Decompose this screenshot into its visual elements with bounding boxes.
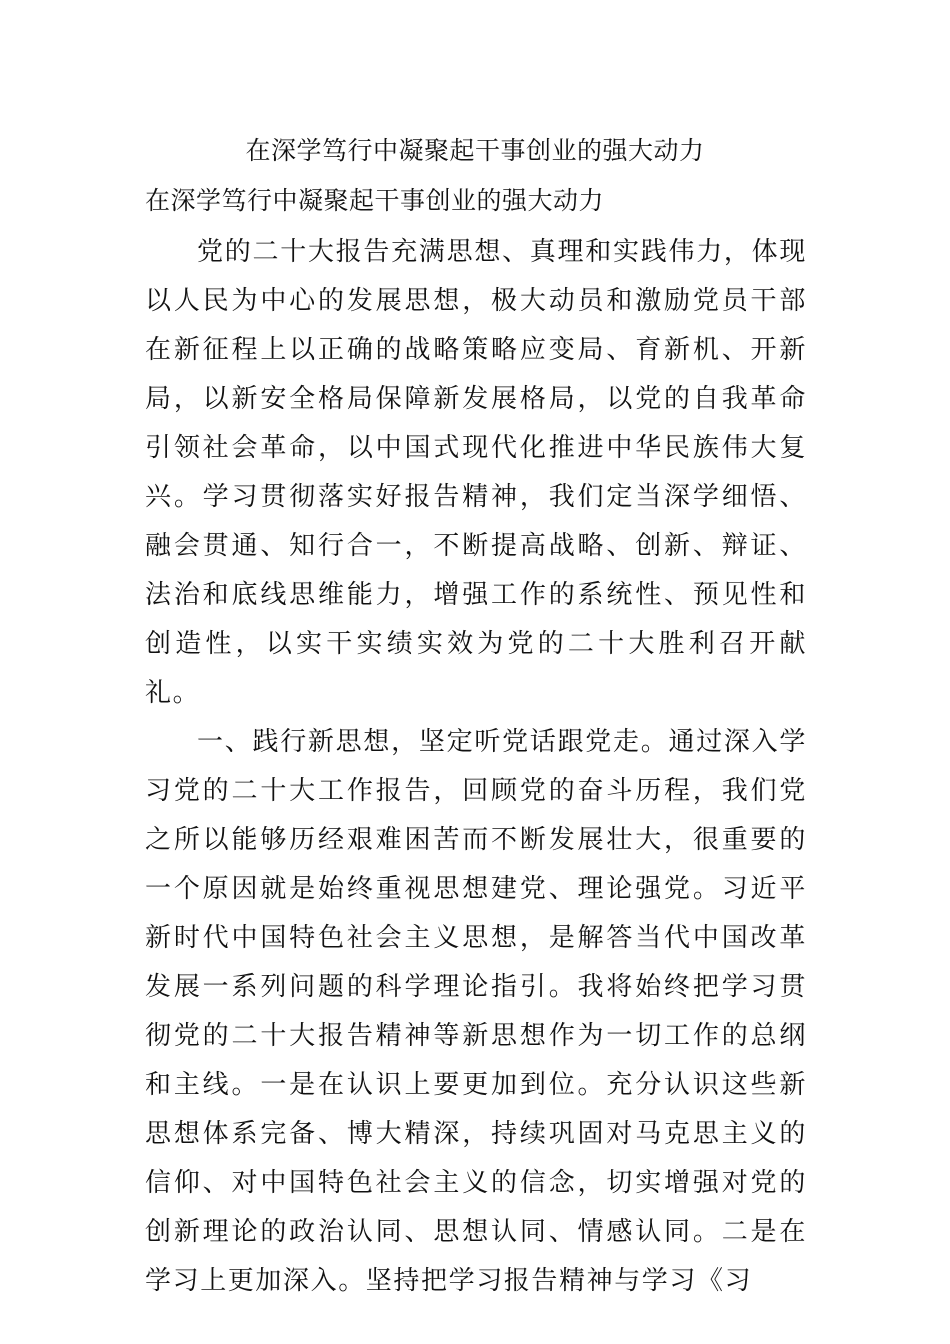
paragraph-section-one: 一、践行新思想，坚定听党话跟党走。通过深入学习党的二十大工作报告，回顾党的奋斗历程，我们党之所以能够历经艰难困苦而不断发展壮大，很重要的一个原因就是始终重视思想建党、理论强党。习近平新时代中国特色社会主义思想，是解答当代中国改革发展一系列问题的科学理论指引。我将始终把学习贯彻党的二十大报告精神等新思想作为一切工作的总纲和主线。一是在认识上要更加到位。充分认识这些新思想体系完备、博大精深，持续巩固对马克思主义的信仰、对中国特色社会主义的信念，切实增强对党的创新理论的政治认同、思想认同、情感认同。二是在学习上更加深入。坚持把学习报告精神与学习《习 xyxy=(145,727,807,1296)
document-title: 在深学笃行中凝聚起干事创业的强大动力 xyxy=(245,136,705,165)
document-body xyxy=(145,228,807,1306)
document-subtitle: 在深学笃行中凝聚起干事创业的强大动力 xyxy=(145,186,605,215)
paragraph-intro: 党的二十大报告充满思想、真理和实践伟力，体现以人民为中心的发展思想，极大动员和激励党员干部在新征程上以正确的战略策略应变局、育新机、开新局，以新安全格局保障新发展格局，以党的自我革命引领社会革命，以中国式现代化推进中华民族伟大复兴。学习贯彻落实好报告精神，我们定当深学细悟、融会贯通、知行合一，不断提高战略、创新、辩证、法治和底线思维能力，增强工作的系统性、预见性和创造性，以实干实绩实效为党的二十大胜利召开献礼。 xyxy=(145,237,807,708)
